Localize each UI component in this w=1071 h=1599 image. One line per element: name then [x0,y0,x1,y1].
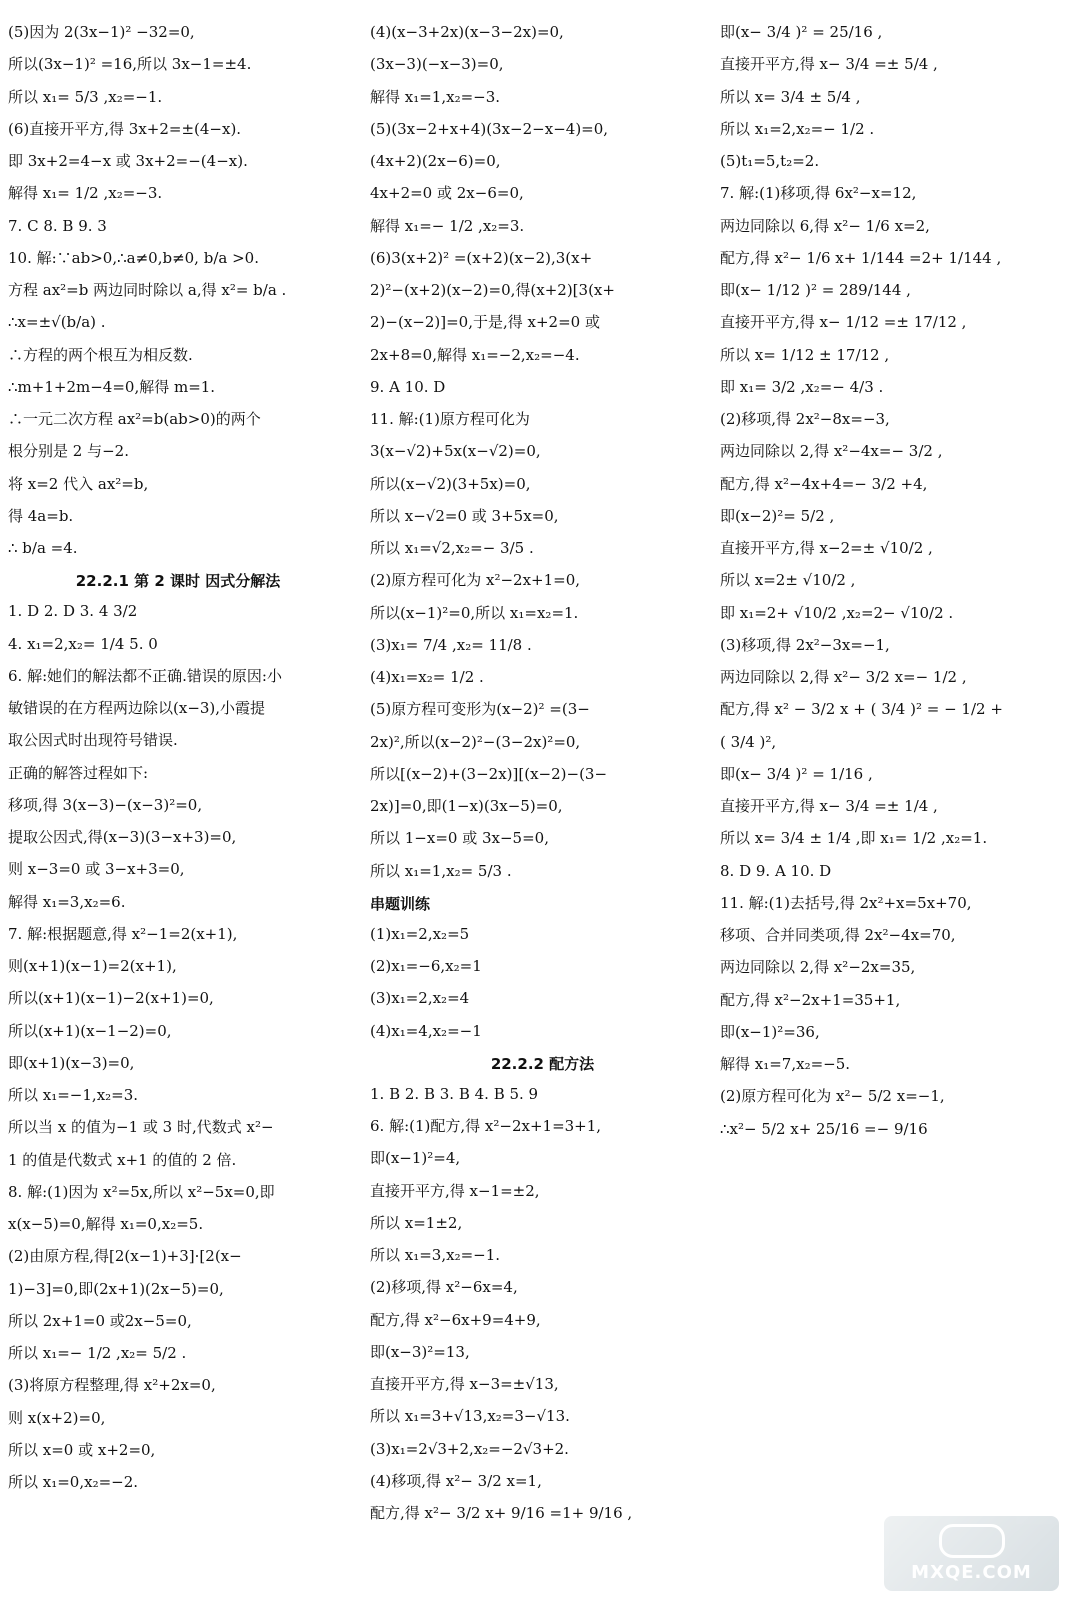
text-line: 即(x− 1/12 )² = 289/144 , [720,281,911,299]
text-line: (2)移项,得 2x²−8x=−3, [720,410,890,428]
watermark-text: MXQE.COM [911,1562,1032,1583]
text-line: (2)由原方程,得[2(x−1)+3]·[2(x− [8,1247,242,1266]
text-line: (3)移项,得 2x²−3x=−1, [720,635,890,654]
text-line: 7. 解:根据题意,得 x²−1=2(x+1), [8,924,238,943]
text-line: (3)x₁=2,x₂=4 [370,989,470,1008]
text-line: 则 x−3=0 或 3−x+3=0, [8,860,185,879]
text-line: 所以[(x−2)+(3−2x)][(x−2)−(3− [370,764,608,783]
text-line: ∴x²− 5/2 x+ 25/16 =− 9/16 [720,1119,928,1138]
text-line: 所以 x₁=3,x₂=−1. [370,1246,501,1264]
text-line: 9. A 10. D [370,377,446,396]
text-line: 配方,得 x²− 1/6 x+ 1/144 =2+ 1/144 , [720,248,1002,267]
text-line: 所以 x= 3/4 ± 1/4 ,即 x₁= 1/2 ,x₂=1. [720,829,988,848]
text-line: 11. 解:(1)去括号,得 2x²+x=5x+70, [720,893,972,912]
text-line: 所以 x=2± √10/2 , [720,571,856,590]
text-line: 将 x=2 代入 ax²=b, [8,474,149,493]
text-line: 所以 x₁=0,x₂=−2. [8,1473,139,1491]
text-line: 所以 x=0 或 x+2=0, [8,1440,156,1459]
text-line: (5)原方程可变形为(x−2)² =(3− [370,700,590,719]
text-line: 2x)]=0,即(1−x)(3x−5)=0, [370,797,563,815]
text-line: 直接开平方,得 x−2=± √10/2 , [720,539,933,557]
text-line: 提取公因式,得(x−3)(3−x+3)=0, [8,828,237,846]
text-line: 即(x−1)²=36, [720,1022,820,1041]
text-line: (5)t₁=5,t₂=2. [720,152,820,170]
text-line: (3x−3)(−x−3)=0, [370,55,504,74]
text-line: (4)x₁=x₂= 1/2 . [370,668,484,686]
text-line: 所以 x₁=3+√13,x₂=3−√13. [370,1407,570,1426]
text-line: (4)移项,得 x²− 3/2 x=1, [370,1471,542,1490]
text-line: 直接开平方,得 x− 3/4 =± 5/4 , [720,55,938,74]
text-line: 1)−3]=0,即(2x+1)(2x−5)=0, [8,1279,224,1298]
text-line: 两边同除以 2,得 x²−4x=− 3/2 , [720,442,943,461]
text-line: 两边同除以 2,得 x²− 3/2 x=− 1/2 , [720,668,967,686]
text-line: (5)(3x−2+x+4)(3x−2−x−4)=0, [370,119,609,138]
text-line: 根分别是 2 与−2. [8,442,129,461]
text-line: 正确的解答过程如下: [8,763,149,782]
section-heading: 22.2.2 配方法 [490,1054,595,1073]
text-line: (3)将原方程整理,得 x²+2x=0, [8,1376,216,1395]
text-line: 两边同除以 6,得 x²− 1/6 x=2, [720,216,930,235]
text-line: 所以 x−√2=0 或 3+5x=0, [370,506,559,525]
text-line: 直接开平方,得 x−1=±2, [370,1181,540,1200]
text-line: 2)−(x−2)]=0,于是,得 x+2=0 或 [370,313,600,332]
text-line: 所以 x₁= 5/3 ,x₂=−1. [8,87,163,106]
text-line: 则 x(x+2)=0, [8,1408,106,1427]
text-line: (3)x₁= 7/4 ,x₂= 11/8 . [370,635,532,654]
text-line: 即(x−1)²=4, [370,1149,461,1168]
text-line: 即(x+1)(x−3)=0, [8,1053,135,1072]
text-line: 配方,得 x²−6x+9=4+9, [370,1310,541,1329]
text-line: ∴ b/a =4. [8,539,78,557]
text-line: 配方,得 x²− 3/2 x+ 9/16 =1+ 9/16 , [370,1504,633,1522]
text-line: 配方,得 x²−2x+1=35+1, [720,990,901,1009]
text-line: x(x−5)=0,解得 x₁=0,x₂=5. [8,1215,204,1233]
text-line: (2)x₁=−6,x₂=1 [370,957,482,975]
text-line: 所以 1−x=0 或 3x−5=0, [370,829,549,848]
text-line: 所以 x=1±2, [370,1213,463,1232]
text-line: 即(x− 3/4 )² = 1/16 , [720,764,873,783]
text-line: (4)(x−3+2x)(x−3−2x)=0, [370,23,564,41]
text-line: 即 3x+2=4−x 或 3x+2=−(4−x). [8,152,248,170]
text-line: 直接开平方,得 x− 3/4 =± 1/4 , [720,797,938,815]
text-line: 7. 解:(1)移项,得 6x²−x=12, [720,184,917,203]
text-line: 则(x+1)(x−1)=2(x+1), [8,957,177,975]
section-heading: 串题训练 [370,894,431,913]
text-line: 取公因式时出现符号错误. [8,731,178,750]
text-line: ( 3/4 )², [720,732,777,751]
text-line: (6)直接开平方,得 3x+2=±(4−x). [8,119,242,138]
text-line: 4x+2=0 或 2x−6=0, [370,184,524,203]
text-line: 1. D 2. D 3. 4 3/2 [8,602,138,621]
text-line: 所以 x₁=− 1/2 ,x₂= 5/2 . [8,1344,187,1362]
text-line: 4. x₁=2,x₂= 1/4 5. 0 [8,634,158,653]
text-line: 6. 解:她们的解法都不正确.错误的原因:小 [8,666,282,685]
text-line: 所以 x₁=1,x₂= 5/3 . [370,861,512,880]
text-line: 直接开平方,得 x− 1/12 =± 17/12 , [720,313,967,332]
text-line: 1 的值是代数式 x+1 的值的 2 倍. [8,1150,237,1169]
text-line: 所以(x+1)(x−1)−2(x+1)=0, [8,989,214,1008]
text-line: 即(x−2)²= 5/2 , [720,506,835,525]
text-line: (2)移项,得 x²−6x=4, [370,1278,518,1297]
section-heading: 22.2.1 第 2 课时 因式分解法 [75,572,281,591]
text-line: 方程 ax²=b 两边同时除以 a,得 x²= b/a . [8,281,287,299]
text-line: 所以 x= 3/4 ± 5/4 , [720,87,861,106]
text-line: 所以(3x−1)² =16,所以 3x−1=±4. [8,55,252,74]
text-line: 所以 x₁=2,x₂=− 1/2 . [720,119,875,138]
text-line: 配方,得 x² − 3/2 x + ( 3/4 )² = − 1/2 + [720,700,1003,719]
text-line: ∴一元二次方程 ax²=b(ab>0)的两个 [8,410,261,428]
text-line: 所以 x= 1/12 ± 17/12 , [720,345,890,364]
text-line: 直接开平方,得 x−3=±√13, [370,1375,559,1393]
text-line: 2x+8=0,解得 x₁=−2,x₂=−4. [370,345,580,364]
text-line: 即 x₁= 3/2 ,x₂=− 4/3 . [720,377,884,396]
text-line: 即(x− 3/4 )² = 25/16 , [720,23,883,41]
watermark-icon [939,1524,1005,1558]
text-line: 两边同除以 2,得 x²−2x=35, [720,958,916,977]
column-middle [370,22,715,1535]
text-line: (4x+2)(2x−6)=0, [370,152,501,170]
text-line: (6)3(x+2)² =(x+2)(x−2),3(x+ [370,248,593,267]
text-line: 解得 x₁=1,x₂=−3. [370,87,501,106]
text-line: (1)x₁=2,x₂=5 [370,924,470,943]
text-line: 敏错误的在方程两边除以(x−3),小霞提 [8,699,266,717]
text-line: 8. 解:(1)因为 x²=5x,所以 x²−5x=0,即 [8,1182,275,1201]
text-line: 6. 解:(1)配方,得 x²−2x+1=3+1, [370,1117,602,1135]
text-line: 1. B 2. B 3. B 4. B 5. 9 [370,1084,539,1103]
text-line: 3(x−√2)+5x(x−√2)=0, [370,442,541,461]
text-line: 所以 2x+1=0 或2x−5=0, [8,1311,192,1330]
text-line: (5)因为 2(3x−1)² −32=0, [8,23,195,41]
text-line: 解得 x₁=− 1/2 ,x₂=3. [370,216,525,235]
text-line: 配方,得 x²−4x+4=− 3/2 +4, [720,474,928,493]
text-line: (2)原方程可化为 x²− 5/2 x=−1, [720,1087,945,1106]
text-line: (3)x₁=2√3+2,x₂=−2√3+2. [370,1439,569,1458]
text-line: 所以 x₁=√2,x₂=− 3/5 . [370,539,534,557]
column-left [8,22,348,1504]
text-line: 7. C 8. B 9. 3 [8,216,107,235]
text-line: 所以 x₁=−1,x₂=3. [8,1086,139,1104]
text-line: 即 x₁=2+ √10/2 ,x₂=2− √10/2 . [720,603,954,622]
text-line: 得 4a=b. [8,506,74,525]
text-line: 2)²−(x+2)(x−2)=0,得(x+2)[3(x+ [370,281,615,299]
watermark-logo [884,1516,1059,1591]
text-line: 所以(x+1)(x−1−2)=0, [8,1021,172,1040]
text-line: 8. D 9. A 10. D [720,861,832,880]
text-line: ∴m+1+2m−4=0,解得 m=1. [8,377,216,396]
text-line: ∴方程的两个根互为相反数. [8,345,193,364]
text-line: 移项、合并同类项,得 2x²−4x=70, [720,926,956,944]
column-right [720,22,1065,1151]
text-line: 所以(x−√2)(3+5x)=0, [370,474,531,493]
text-line: 即(x−3)²=13, [370,1342,470,1361]
text-line: 10. 解:∵ab>0,∴a≠0,b≠0, b/a >0. [8,248,259,267]
text-line: (2)原方程可化为 x²−2x+1=0, [370,571,581,590]
text-line: 所以(x−1)²=0,所以 x₁=x₂=1. [370,603,579,622]
text-line: 2x)²,所以(x−2)²−(3−2x)²=0, [370,732,581,751]
text-line: (4)x₁=4,x₂=−1 [370,1021,482,1040]
text-line: 解得 x₁=7,x₂=−5. [720,1055,851,1073]
text-line: ∴x=±√(b/a) . [8,313,106,332]
text-line: 解得 x₁= 1/2 ,x₂=−3. [8,184,163,203]
text-line: 解得 x₁=3,x₂=6. [8,892,126,911]
text-line: 11. 解:(1)原方程可化为 [370,410,530,428]
text-line: 移项,得 3(x−3)−(x−3)²=0, [8,795,203,814]
text-line: 所以当 x 的值为−1 或 3 时,代数式 x²− [8,1118,274,1137]
